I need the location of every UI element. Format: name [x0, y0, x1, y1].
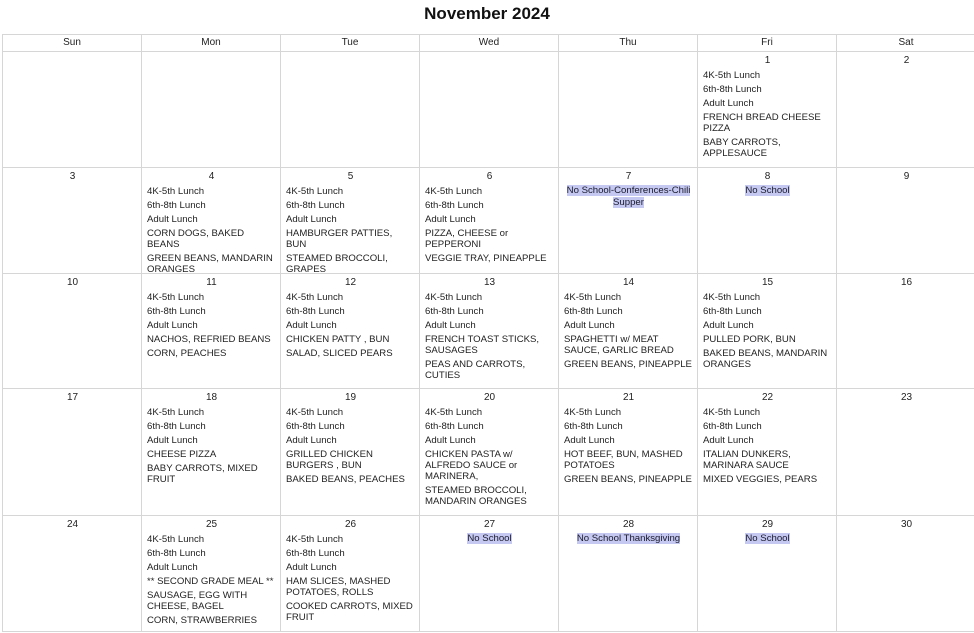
day-cell-22 [698, 389, 837, 516]
lunch-group-entry: 6th-8th Lunch [425, 200, 484, 211]
day-cell-2 [837, 52, 974, 168]
lunch-group-entry: 6th-8th Lunch [703, 306, 762, 317]
lunch-group-entry: 6th-8th Lunch [564, 421, 623, 432]
weekday-header-sun: Sun [3, 35, 142, 52]
day-number: 13 [483, 277, 496, 288]
weekday-header-wed: Wed [420, 35, 559, 52]
menu-item-entry: SAUSAGE, EGG WITH CHEESE, BAGEL [147, 590, 248, 612]
day-cell-12 [281, 274, 420, 389]
calendar-grid [2, 34, 974, 632]
day-cell-25 [142, 516, 281, 632]
no-school-label: No School [745, 533, 790, 544]
day-cell-3 [3, 168, 142, 274]
empty-day-cell [559, 52, 698, 168]
weekday-header-sat: Sat [837, 35, 974, 52]
day-note [703, 185, 832, 197]
day-number: 21 [622, 392, 635, 403]
menu-item-entry: CORN, STRAWBERRIES [147, 615, 257, 626]
lunch-group-entry: Adult Lunch [147, 435, 198, 446]
day-cell-27 [420, 516, 559, 632]
day-cell-11 [142, 274, 281, 389]
day-number: 23 [900, 392, 913, 403]
menu-item-entry: BABY CARROTS, MIXED FRUIT [147, 463, 258, 485]
day-number: 30 [900, 519, 913, 530]
no-school-label: No School-Conferences-Chili Supper [566, 185, 691, 208]
day-number: 12 [344, 277, 357, 288]
day-number: 2 [903, 55, 910, 66]
menu-item-entry: VEGGIE TRAY, PINEAPPLE [425, 253, 547, 264]
lunch-group-entry: Adult Lunch [703, 435, 754, 446]
lunch-group-entry: 4K-5th Lunch [286, 534, 344, 545]
menu-item-entry: GRILLED CHICKEN BURGERS , BUN [286, 449, 373, 471]
lunch-group-entry: 4K-5th Lunch [147, 186, 205, 197]
lunch-group-entry: 6th-8th Lunch [147, 200, 206, 211]
day-cell-6 [420, 168, 559, 274]
lunch-group-entry: 4K-5th Lunch [147, 407, 205, 418]
lunch-group-entry: 6th-8th Lunch [425, 421, 484, 432]
day-note [564, 185, 693, 209]
menu-item-entry: SALAD, SLICED PEARS [286, 348, 393, 359]
day-cell-1 [698, 52, 837, 168]
day-number: 29 [761, 519, 774, 530]
lunch-group-entry: Adult Lunch [286, 214, 337, 225]
day-number: 22 [761, 392, 774, 403]
lunch-group-entry: 4K-5th Lunch [564, 292, 622, 303]
menu-item-entry: GREEN BEANS, PINEAPPLE [564, 474, 692, 485]
no-school-label: No School [467, 533, 512, 544]
empty-day-cell [420, 52, 559, 168]
day-number: 9 [903, 171, 910, 182]
day-note [425, 533, 554, 545]
day-number: 24 [66, 519, 79, 530]
menu-item-entry: ** SECOND GRADE MEAL ** [147, 576, 274, 587]
day-number: 18 [205, 392, 218, 403]
day-cell-19 [281, 389, 420, 516]
empty-day-cell [281, 52, 420, 168]
menu-item-entry: CHEESE PIZZA [147, 449, 217, 460]
day-number: 8 [764, 171, 771, 182]
menu-item-entry: HOT BEEF, BUN, MASHED POTATOES [564, 449, 683, 471]
day-cell-17 [3, 389, 142, 516]
day-number: 28 [622, 519, 635, 530]
day-number: 11 [206, 277, 217, 288]
lunch-group-entry: 6th-8th Lunch [703, 84, 762, 95]
lunch-group-entry: Adult Lunch [147, 562, 198, 573]
lunch-group-entry: 4K-5th Lunch [147, 292, 205, 303]
menu-item-entry: CHICKEN PASTA w/ ALFREDO SAUCE or MARINERA, [425, 449, 518, 482]
day-cell-16 [837, 274, 974, 389]
lunch-group-entry: Adult Lunch [286, 320, 337, 331]
empty-day-cell [142, 52, 281, 168]
lunch-group-entry: 4K-5th Lunch [564, 407, 622, 418]
lunch-group-entry: Adult Lunch [703, 320, 754, 331]
day-cell-8 [698, 168, 837, 274]
day-cell-20 [420, 389, 559, 516]
lunch-group-entry: 4K-5th Lunch [286, 407, 344, 418]
day-number: 1 [764, 55, 771, 66]
day-cell-24 [3, 516, 142, 632]
no-school-label: No School [745, 185, 790, 196]
day-number: 17 [66, 392, 79, 403]
lunch-group-entry: 4K-5th Lunch [703, 407, 761, 418]
day-number: 6 [486, 171, 493, 182]
lunch-group-entry: Adult Lunch [425, 320, 476, 331]
menu-item-entry: CHICKEN PATTY , BUN [286, 334, 390, 345]
lunch-group-entry: Adult Lunch [147, 214, 198, 225]
menu-item-entry: HAM SLICES, MASHED POTATOES, ROLLS [286, 576, 391, 598]
lunch-group-entry: Adult Lunch [703, 98, 754, 109]
calendar-title: November 2024 [424, 4, 550, 23]
menu-item-entry: GREEN BEANS, PINEAPPLE [564, 359, 692, 370]
menu-item-entry: FRENCH BREAD CHEESE PIZZA [703, 112, 821, 134]
day-cell-28 [559, 516, 698, 632]
menu-item-entry: NACHOS, REFRIED BEANS [147, 334, 271, 345]
menu-item-entry: CORN DOGS, BAKED BEANS [147, 228, 245, 250]
menu-item-entry: MIXED VEGGIES, PEARS [703, 474, 818, 485]
day-cell-7 [559, 168, 698, 274]
lunch-group-entry: 4K-5th Lunch [703, 70, 761, 81]
menu-item-entry: FRENCH TOAST STICKS, SAUSAGES [425, 334, 540, 356]
day-number: 20 [483, 392, 496, 403]
empty-day-cell [3, 52, 142, 168]
lunch-group-entry: 4K-5th Lunch [425, 292, 483, 303]
day-cell-29 [698, 516, 837, 632]
menu-item-entry: SPAGHETTI w/ MEAT SAUCE, GARLIC BREAD [564, 334, 674, 356]
lunch-group-entry: Adult Lunch [286, 435, 337, 446]
lunch-group-entry: 6th-8th Lunch [703, 421, 762, 432]
lunch-group-entry: Adult Lunch [147, 320, 198, 331]
menu-item-entry: BAKED BEANS, PEACHES [286, 474, 405, 485]
day-number: 19 [344, 392, 357, 403]
day-number: 25 [205, 519, 218, 530]
lunch-group-entry: 6th-8th Lunch [147, 306, 206, 317]
day-number: 14 [622, 277, 635, 288]
day-number: 3 [69, 171, 76, 182]
menu-item-entry: STEAMED BROCCOLI, MANDARIN ORANGES [425, 485, 527, 507]
menu-item-entry: PEAS AND CARROTS, CUTIES [425, 359, 526, 381]
day-number: 5 [347, 171, 354, 182]
day-cell-4 [142, 168, 281, 274]
weekday-header-mon: Mon [142, 35, 281, 52]
lunch-group-entry: 6th-8th Lunch [286, 421, 345, 432]
lunch-group-entry: Adult Lunch [564, 435, 615, 446]
day-cell-5 [281, 168, 420, 274]
lunch-group-entry: Adult Lunch [286, 562, 337, 573]
lunch-group-entry: Adult Lunch [564, 320, 615, 331]
lunch-group-entry: 6th-8th Lunch [286, 200, 345, 211]
day-cell-23 [837, 389, 974, 516]
day-cell-9 [837, 168, 974, 274]
weekday-header-thu: Thu [559, 35, 698, 52]
day-number: 10 [66, 277, 79, 288]
day-number: 26 [344, 519, 357, 530]
day-cell-15 [698, 274, 837, 389]
day-cell-14 [559, 274, 698, 389]
menu-item-entry: BAKED BEANS, MANDARIN ORANGES [703, 348, 828, 370]
lunch-group-entry: 4K-5th Lunch [425, 407, 483, 418]
day-cell-13 [420, 274, 559, 389]
day-cell-26 [281, 516, 420, 632]
day-number: 7 [625, 171, 632, 182]
weekday-header-tue: Tue [281, 35, 420, 52]
day-note [703, 533, 832, 545]
day-number: 16 [900, 277, 913, 288]
menu-item-entry: GREEN BEANS, MANDARIN ORANGES [147, 253, 273, 274]
day-cell-30 [837, 516, 974, 632]
menu-item-entry: COOKED CARROTS, MIXED FRUIT [286, 601, 413, 623]
lunch-group-entry: 4K-5th Lunch [703, 292, 761, 303]
day-number: 15 [761, 277, 774, 288]
day-cell-21 [559, 389, 698, 516]
lunch-group-entry: 4K-5th Lunch [425, 186, 483, 197]
lunch-group-entry: 6th-8th Lunch [286, 306, 345, 317]
lunch-group-entry: 4K-5th Lunch [147, 534, 205, 545]
menu-item-entry: CORN, PEACHES [147, 348, 227, 359]
no-school-label: No School Thanksgiving [576, 533, 681, 544]
menu-item-entry: PULLED PORK, BUN [703, 334, 796, 345]
lunch-group-entry: 4K-5th Lunch [286, 186, 344, 197]
weekday-header-fri: Fri [698, 35, 837, 52]
menu-item-entry: PIZZA, CHEESE or PEPPERONI [425, 228, 509, 250]
menu-item-entry: STEAMED BROCCOLI, GRAPES [286, 253, 388, 274]
lunch-group-entry: 6th-8th Lunch [147, 548, 206, 559]
day-number: 4 [208, 171, 215, 182]
day-cell-10 [3, 274, 142, 389]
day-cell-18 [142, 389, 281, 516]
lunch-group-entry: 6th-8th Lunch [147, 421, 206, 432]
menu-item-entry: ITALIAN DUNKERS, MARINARA SAUCE [703, 449, 791, 471]
lunch-group-entry: 6th-8th Lunch [286, 548, 345, 559]
menu-item-entry: HAMBURGER PATTIES, BUN [286, 228, 393, 250]
day-number: 27 [483, 519, 496, 530]
lunch-group-entry: 6th-8th Lunch [564, 306, 623, 317]
lunch-group-entry: Adult Lunch [425, 214, 476, 225]
lunch-group-entry: 6th-8th Lunch [425, 306, 484, 317]
lunch-group-entry: Adult Lunch [425, 435, 476, 446]
day-note [564, 533, 693, 545]
menu-item-entry: BABY CARROTS, APPLESAUCE [703, 137, 781, 159]
lunch-group-entry: 4K-5th Lunch [286, 292, 344, 303]
